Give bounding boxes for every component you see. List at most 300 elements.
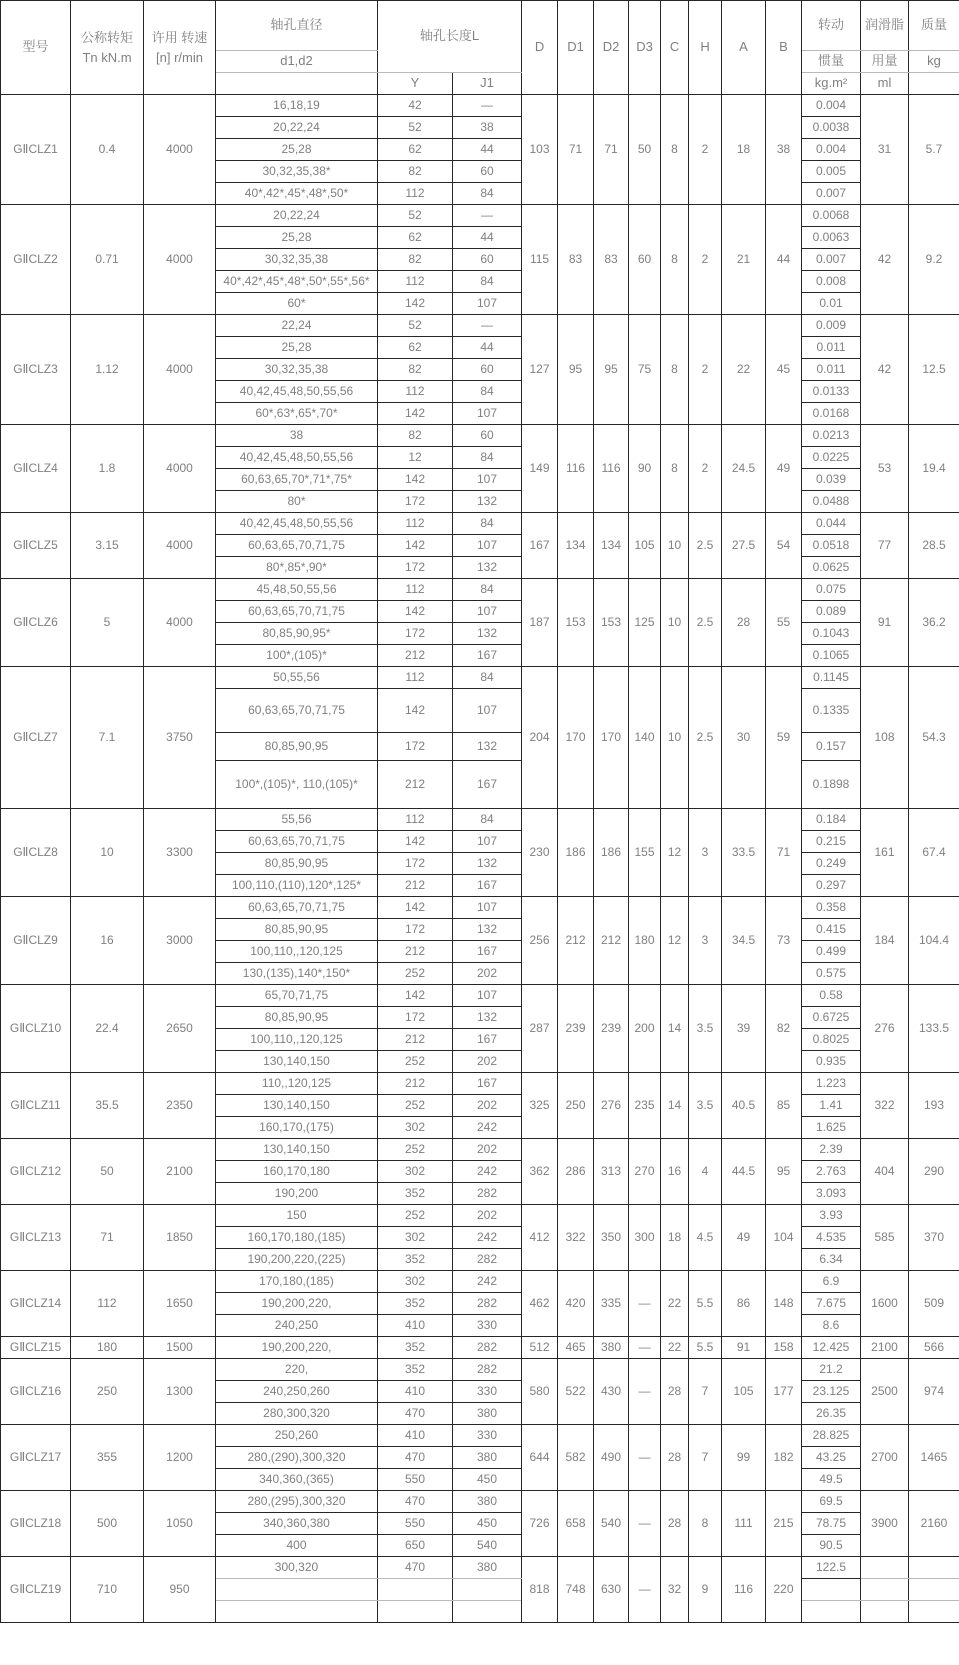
cell-dim-D1: 522: [558, 1359, 594, 1425]
cell-length-j1: 38: [453, 117, 522, 139]
cell-dim-D3: —: [629, 1271, 661, 1337]
cell-length-j1: [453, 1579, 522, 1601]
cell-length-j1: 132: [453, 853, 522, 875]
cell-dim-D3: 270: [629, 1139, 661, 1205]
table-row: [1, 1359, 959, 1381]
cell-bore-diameters: 100,110,(110),120*,125*: [216, 875, 378, 897]
cell-length-j1: 44: [453, 139, 522, 161]
cell-length-j1: 380: [453, 1447, 522, 1469]
cell-dim-D3: 90: [629, 425, 661, 513]
cell-length-y: 252: [378, 1139, 453, 1161]
cell-length-y: 52: [378, 205, 453, 227]
cell-bore-diameters: 40,42,45,48,50,55,56: [216, 447, 378, 469]
cell-model: GⅡCLZ1: [1, 95, 71, 205]
cell-bore-diameters: 80,85,90,95*: [216, 623, 378, 645]
cell-length-j1: 167: [453, 761, 522, 809]
cell-length-j1: 540: [453, 1535, 522, 1557]
cell-length-j1: 132: [453, 919, 522, 941]
cell-speed: 2350: [144, 1073, 216, 1139]
cell-dim-D: 115: [522, 205, 558, 315]
cell-bore-diameters: 130,(135),140*,150*: [216, 963, 378, 985]
cell-mass: 36.2: [909, 579, 959, 667]
cell-length-j1: 167: [453, 645, 522, 667]
cell-mass: 19.4: [909, 425, 959, 513]
cell-inertia: 0.1043: [802, 623, 861, 645]
cell-bore-diameters: 250,260: [216, 1425, 378, 1447]
cell-dim-D2: 380: [594, 1337, 629, 1359]
cell-length-y: 352: [378, 1359, 453, 1381]
cell-bore-diameters: 30,32,35,38*: [216, 161, 378, 183]
cell-inertia: 0.008: [802, 271, 861, 293]
cell-length-j1: 202: [453, 963, 522, 985]
cell-inertia: 0.358: [802, 897, 861, 919]
cell-dim-D3: 235: [629, 1073, 661, 1139]
cell-length-y: 470: [378, 1491, 453, 1513]
header-speed: [144, 1, 216, 95]
cell-dim-A: 18: [722, 95, 766, 205]
cell-length-y: 252: [378, 1205, 453, 1227]
cell-length-j1: 330: [453, 1381, 522, 1403]
cell-length-y: 42: [378, 95, 453, 117]
cell-torque: 22.4: [71, 985, 144, 1073]
cell-length-j1: 242: [453, 1271, 522, 1293]
cell-dim-D2: 540: [594, 1491, 629, 1557]
cell-dim-B: 59: [766, 667, 802, 809]
table-row: [1, 315, 959, 337]
cell-bore-diameters: 55,56: [216, 809, 378, 831]
cell-inertia: 3.093: [802, 1183, 861, 1205]
cell-mass: 2160: [909, 1491, 959, 1557]
cell-length-y: 142: [378, 985, 453, 1007]
cell-length-j1: 450: [453, 1513, 522, 1535]
cell-dim-D1: 286: [558, 1139, 594, 1205]
cell-grease: 322: [861, 1073, 909, 1139]
cell-inertia: 0.007: [802, 183, 861, 205]
cell-bore-diameters: 60,63,65,70,71,75: [216, 831, 378, 853]
header-dim-B: B: [766, 1, 802, 95]
cell-bore-diameters: 40,42,45,48,50,55,56: [216, 513, 378, 535]
cell-torque: 7.1: [71, 667, 144, 809]
header-torque-line1: 公称转矩: [80, 30, 133, 45]
cell-bore-diameters: 60,63,65,70,71,75: [216, 897, 378, 919]
cell-model: GⅡCLZ5: [1, 513, 71, 579]
cell-dim-D2: 116: [594, 425, 629, 513]
cell-bore-diameters: 100,110,,120,125: [216, 1029, 378, 1051]
cell-dim-H: 3.5: [689, 1073, 722, 1139]
cell-length-j1: 167: [453, 941, 522, 963]
cell-length-j1: 107: [453, 831, 522, 853]
cell-dim-A: 105: [722, 1359, 766, 1425]
cell-dim-A: 33.5: [722, 809, 766, 897]
cell-grease: 91: [861, 579, 909, 667]
cell-inertia: 0.01: [802, 293, 861, 315]
cell-inertia: 28.825: [802, 1425, 861, 1447]
cell-dim-D2: 71: [594, 95, 629, 205]
cell-length-j1: 202: [453, 1095, 522, 1117]
cell-speed: 950: [144, 1557, 216, 1623]
cell-bore-diameters: 240,250,260: [216, 1381, 378, 1403]
cell-dim-D1: 95: [558, 315, 594, 425]
cell-bore-diameters: 340,360,(365): [216, 1469, 378, 1491]
cell-model: GⅡCLZ11: [1, 1073, 71, 1139]
cell-dim-D3: —: [629, 1491, 661, 1557]
cell-dim-D1: 71: [558, 95, 594, 205]
cell-model: GⅡCLZ18: [1, 1491, 71, 1557]
cell-length-y: 112: [378, 183, 453, 205]
cell-speed: 1650: [144, 1271, 216, 1337]
cell-dim-H: 2: [689, 425, 722, 513]
header-dim-D1: D1: [558, 1, 594, 95]
cell-dim-D1: 658: [558, 1491, 594, 1557]
cell-length-j1: 60: [453, 359, 522, 381]
cell-bore-diameters: 130,140,150: [216, 1051, 378, 1073]
cell-grease: 276: [861, 985, 909, 1073]
cell-dim-B: 55: [766, 579, 802, 667]
cell-length-y: 550: [378, 1513, 453, 1535]
cell-bore-diameters: 240,250: [216, 1315, 378, 1337]
cell-dim-D2: 630: [594, 1557, 629, 1623]
cell-dim-D1: 748: [558, 1557, 594, 1623]
cell-inertia: 0.0063: [802, 227, 861, 249]
cell-dim-C: 22: [661, 1271, 689, 1337]
cell-bore-diameters: [216, 1579, 378, 1601]
cell-speed: 4000: [144, 205, 216, 315]
cell-dim-B: 45: [766, 315, 802, 425]
cell-grease: 42: [861, 315, 909, 425]
header-mass-line2: kg: [909, 51, 959, 73]
cell-bore-diameters: 160,170,(175): [216, 1117, 378, 1139]
header-dim-D: D: [522, 1, 558, 95]
cell-speed: 4000: [144, 579, 216, 667]
cell-bore-diameters: 300,320: [216, 1557, 378, 1579]
cell-mass: 133.5: [909, 985, 959, 1073]
cell-dim-B: 177: [766, 1359, 802, 1425]
cell-length-y: 252: [378, 1051, 453, 1073]
cell-length-j1: 167: [453, 1073, 522, 1095]
cell-grease: 2700: [861, 1425, 909, 1491]
cell-dim-D: 167: [522, 513, 558, 579]
cell-mass: 566: [909, 1337, 959, 1359]
cell-inertia: 26.35: [802, 1403, 861, 1425]
cell-inertia: 0.8025: [802, 1029, 861, 1051]
cell-length-j1: 202: [453, 1139, 522, 1161]
cell-dim-D1: 465: [558, 1337, 594, 1359]
cell-torque: 710: [71, 1557, 144, 1623]
cell-bore-diameters: 60,63,65,70,71,75: [216, 601, 378, 623]
cell-bore-diameters: 160,170,180: [216, 1161, 378, 1183]
table-row: [1, 1139, 959, 1161]
cell-dim-A: 24.5: [722, 425, 766, 513]
table-row: [1, 1557, 959, 1579]
cell-dim-B: 148: [766, 1271, 802, 1337]
cell-inertia: 43.25: [802, 1447, 861, 1469]
cell-torque: 71: [71, 1205, 144, 1271]
cell-inertia: 0.1145: [802, 667, 861, 689]
cell-dim-D3: 155: [629, 809, 661, 897]
cell-length-j1: 242: [453, 1227, 522, 1249]
cell-dim-D: 726: [522, 1491, 558, 1557]
cell-length-y: 62: [378, 227, 453, 249]
cell-model: GⅡCLZ3: [1, 315, 71, 425]
cell-bore-diameters: 40*,42*,45*,48*,50*,55*,56*: [216, 271, 378, 293]
cell-bore-diameters: 80,85,90,95: [216, 853, 378, 875]
cell-length-j1: 167: [453, 1029, 522, 1051]
cell-torque: 250: [71, 1359, 144, 1425]
cell-dim-D3: 200: [629, 985, 661, 1073]
cell-mass: 12.5: [909, 315, 959, 425]
cell-mass: 5.7: [909, 95, 959, 205]
cell-length-y: 650: [378, 1535, 453, 1557]
cell-length-y: 112: [378, 381, 453, 403]
cell-bore-diameters: 110,,120,125: [216, 1073, 378, 1095]
cell-dim-A: 116: [722, 1557, 766, 1623]
cell-dim-A: 30: [722, 667, 766, 809]
cell-speed: 4000: [144, 315, 216, 425]
cell-dim-D3: 105: [629, 513, 661, 579]
cell-grease: 31: [861, 95, 909, 205]
cell-inertia: 0.215: [802, 831, 861, 853]
cell-speed: 4000: [144, 95, 216, 205]
cell-length-y: 352: [378, 1337, 453, 1359]
cell-torque: 0.4: [71, 95, 144, 205]
cell-bore-diameters: 100*,(105)*, 110,(105)*: [216, 761, 378, 809]
cell-torque: 35.5: [71, 1073, 144, 1139]
cell-length-j1: 60: [453, 161, 522, 183]
cell-bore-diameters: 280,300,320: [216, 1403, 378, 1425]
cell-length-j1: 282: [453, 1337, 522, 1359]
cell-length-j1: 380: [453, 1557, 522, 1579]
cell-inertia: 0.157: [802, 733, 861, 761]
table-row: [1, 1271, 959, 1293]
cell-inertia: 0.1898: [802, 761, 861, 809]
cell-dim-B: 49: [766, 425, 802, 513]
cell-inertia: 3.93: [802, 1205, 861, 1227]
cell-dim-B: 73: [766, 897, 802, 985]
cell-dim-C: 8: [661, 95, 689, 205]
cell-dim-D2: 134: [594, 513, 629, 579]
cell-inertia: 0.039: [802, 469, 861, 491]
cell-length-j1: 132: [453, 1007, 522, 1029]
cell-bore-diameters: 190,200: [216, 1183, 378, 1205]
cell-dim-D: 287: [522, 985, 558, 1073]
cell-dim-C: 14: [661, 985, 689, 1073]
cell-length-y: 142: [378, 601, 453, 623]
cell-length-y: 172: [378, 623, 453, 645]
cell-length-y: 172: [378, 1007, 453, 1029]
cell-length-y: 142: [378, 293, 453, 315]
cell-length-y: [378, 1579, 453, 1601]
cell-inertia: 0.011: [802, 337, 861, 359]
cell-length-j1: 107: [453, 535, 522, 557]
cell-dim-D2: 153: [594, 579, 629, 667]
cell-length-j1: 167: [453, 875, 522, 897]
table-row: [1, 205, 959, 227]
cell-length-y: 82: [378, 359, 453, 381]
cell-dim-C: 18: [661, 1205, 689, 1271]
cell-grease: [861, 1557, 909, 1579]
cell-dim-C: 10: [661, 513, 689, 579]
cell-bore-diameters: 400: [216, 1535, 378, 1557]
cell-length-j1: [453, 1601, 522, 1623]
cell-bore-diameters: 80,85,90,95: [216, 919, 378, 941]
cell-mass: 104.4: [909, 897, 959, 985]
cell-inertia: 0.0213: [802, 425, 861, 447]
cell-inertia: 0.0168: [802, 403, 861, 425]
table-row: [1, 897, 959, 919]
cell-length-y: 172: [378, 557, 453, 579]
cell-inertia: 12.425: [802, 1337, 861, 1359]
cell-dim-D: 412: [522, 1205, 558, 1271]
cell-bore-diameters: 20,22,24: [216, 117, 378, 139]
cell-length-y: 212: [378, 941, 453, 963]
cell-length-y: 302: [378, 1117, 453, 1139]
cell-length-j1: 84: [453, 667, 522, 689]
table-row: [1, 667, 959, 689]
cell-length-y: 212: [378, 761, 453, 809]
cell-mass: [909, 1579, 959, 1601]
cell-dim-D3: 60: [629, 205, 661, 315]
header-bore-diameter-empty: [216, 73, 378, 95]
header-dim-H: H: [689, 1, 722, 95]
header-col-j1: J1: [453, 73, 522, 95]
cell-dim-D1: 186: [558, 809, 594, 897]
cell-inertia: 0.075: [802, 579, 861, 601]
header-dim-C: C: [661, 1, 689, 95]
cell-dim-B: 82: [766, 985, 802, 1073]
cell-bore-diameters: 80*,85*,90*: [216, 557, 378, 579]
cell-dim-H: 4: [689, 1139, 722, 1205]
cell-length-j1: 282: [453, 1183, 522, 1205]
cell-grease: 161: [861, 809, 909, 897]
cell-bore-diameters: 20,22,24: [216, 205, 378, 227]
cell-dim-D2: 170: [594, 667, 629, 809]
cell-length-j1: 282: [453, 1293, 522, 1315]
header-dim-D3: D3: [629, 1, 661, 95]
cell-dim-D3: —: [629, 1425, 661, 1491]
cell-torque: 112: [71, 1271, 144, 1337]
cell-dim-D2: 95: [594, 315, 629, 425]
cell-speed: 2650: [144, 985, 216, 1073]
cell-dim-H: 2: [689, 315, 722, 425]
cell-length-j1: —: [453, 315, 522, 337]
cell-bore-diameters: 100*,(105)*: [216, 645, 378, 667]
cell-dim-D: 512: [522, 1337, 558, 1359]
cell-bore-diameters: 50,55,56: [216, 667, 378, 689]
cell-model: GⅡCLZ17: [1, 1425, 71, 1491]
cell-length-j1: 84: [453, 579, 522, 601]
cell-length-j1: 107: [453, 689, 522, 733]
cell-inertia: 122.5: [802, 1557, 861, 1579]
cell-length-y: 52: [378, 117, 453, 139]
cell-bore-diameters: 40,42,45,48,50,55,56: [216, 381, 378, 403]
cell-bore-diameters: 40*,42*,45*,48*,50*: [216, 183, 378, 205]
cell-inertia: 0.0625: [802, 557, 861, 579]
cell-length-j1: 330: [453, 1315, 522, 1337]
cell-mass: 193: [909, 1073, 959, 1139]
cell-dim-D: 362: [522, 1139, 558, 1205]
cell-inertia: 0.005: [802, 161, 861, 183]
cell-dim-D: 462: [522, 1271, 558, 1337]
cell-grease: [861, 1601, 909, 1623]
cell-dim-B: 215: [766, 1491, 802, 1557]
cell-length-y: 352: [378, 1249, 453, 1271]
cell-dim-B: 104: [766, 1205, 802, 1271]
cell-dim-A: 86: [722, 1271, 766, 1337]
cell-length-j1: 242: [453, 1161, 522, 1183]
cell-torque: 5: [71, 579, 144, 667]
cell-length-y: 470: [378, 1557, 453, 1579]
cell-torque: 0.71: [71, 205, 144, 315]
cell-torque: 16: [71, 897, 144, 985]
cell-model: GⅡCLZ9: [1, 897, 71, 985]
cell-inertia: 1.41: [802, 1095, 861, 1117]
cell-bore-diameters: 16,18,19: [216, 95, 378, 117]
cell-bore-diameters: 170,180,(185): [216, 1271, 378, 1293]
cell-dim-D1: 153: [558, 579, 594, 667]
cell-inertia: 6.34: [802, 1249, 861, 1271]
cell-length-y: 112: [378, 809, 453, 831]
cell-bore-diameters: 80*: [216, 491, 378, 513]
cell-length-y: 142: [378, 831, 453, 853]
cell-length-j1: 107: [453, 403, 522, 425]
cell-grease: 2100: [861, 1337, 909, 1359]
table-row: [1, 513, 959, 535]
cell-dim-C: 8: [661, 315, 689, 425]
cell-bore-diameters: 80,85,90,95: [216, 1007, 378, 1029]
cell-dim-H: 5.5: [689, 1337, 722, 1359]
cell-dim-B: 44: [766, 205, 802, 315]
cell-bore-diameters: 45,48,50,55,56: [216, 579, 378, 601]
cell-dim-H: 9: [689, 1557, 722, 1623]
cell-model: GⅡCLZ10: [1, 985, 71, 1073]
header-grease-line1: 润滑脂: [861, 1, 909, 51]
cell-model: GⅡCLZ13: [1, 1205, 71, 1271]
cell-inertia: 0.0518: [802, 535, 861, 557]
cell-inertia: 8.6: [802, 1315, 861, 1337]
cell-length-y: 62: [378, 337, 453, 359]
cell-length-y: 550: [378, 1469, 453, 1491]
cell-length-y: 142: [378, 689, 453, 733]
cell-dim-D2: 239: [594, 985, 629, 1073]
cell-inertia: 49.5: [802, 1469, 861, 1491]
cell-dim-D1: 250: [558, 1073, 594, 1139]
cell-dim-H: 7: [689, 1359, 722, 1425]
header-inertia-line1: 转动: [802, 1, 861, 51]
cell-dim-B: 71: [766, 809, 802, 897]
cell-length-j1: 202: [453, 1205, 522, 1227]
cell-inertia: 0.007: [802, 249, 861, 271]
cell-inertia: 0.499: [802, 941, 861, 963]
cell-dim-H: 2.5: [689, 667, 722, 809]
cell-length-y: 142: [378, 403, 453, 425]
cell-bore-diameters: 130,140,150: [216, 1095, 378, 1117]
cell-torque: 50: [71, 1139, 144, 1205]
cell-dim-H: 2: [689, 95, 722, 205]
cell-torque: 180: [71, 1337, 144, 1359]
cell-speed: 1050: [144, 1491, 216, 1557]
cell-inertia: 6.9: [802, 1271, 861, 1293]
cell-grease: 3900: [861, 1491, 909, 1557]
cell-inertia: 0.0225: [802, 447, 861, 469]
cell-dim-D3: —: [629, 1557, 661, 1623]
cell-bore-diameters: 22,24: [216, 315, 378, 337]
cell-dim-A: 39: [722, 985, 766, 1073]
cell-dim-D3: —: [629, 1337, 661, 1359]
cell-length-j1: 282: [453, 1249, 522, 1271]
cell-model: GⅡCLZ6: [1, 579, 71, 667]
cell-speed: 3300: [144, 809, 216, 897]
cell-length-j1: 242: [453, 1117, 522, 1139]
